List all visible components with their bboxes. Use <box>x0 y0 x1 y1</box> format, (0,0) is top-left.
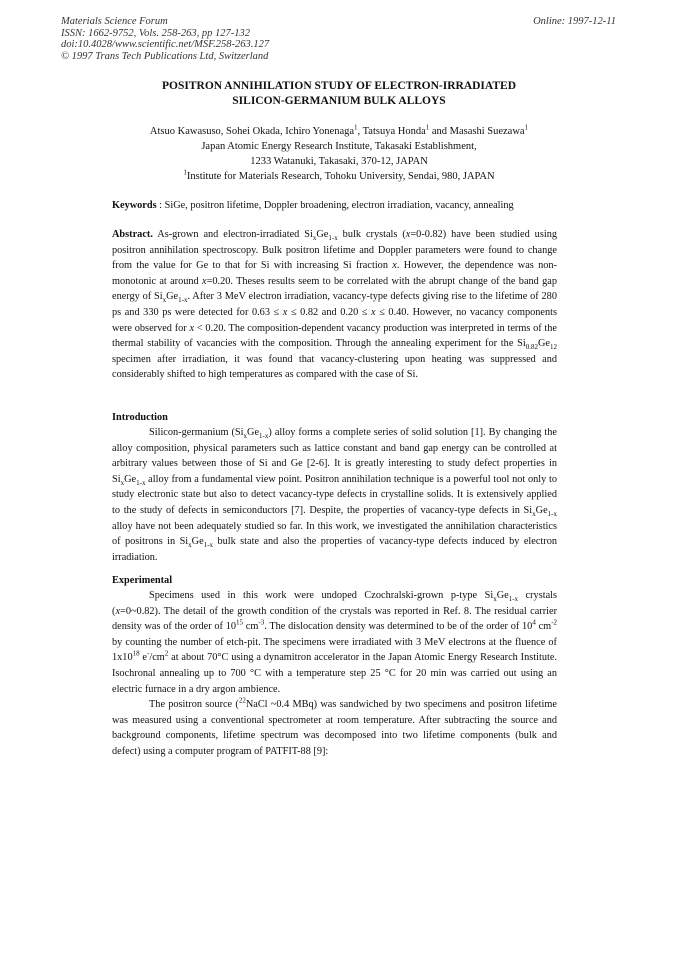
doi-line: doi:10.4028/www.scientific.net/MSF.258-263.127 <box>61 39 270 50</box>
author-block <box>0 124 678 184</box>
keywords-label: Keywords <box>112 200 157 211</box>
keywords <box>112 198 557 214</box>
issn-line: ISSN: 1662-9752, Vols. 258-263, pp 127-132 <box>61 27 250 39</box>
experimental-paragraph-1: Specimens used in this work were undoped Czochralski-grown p-type $Si_xGe_{1-x}$ crystals (x=0~0.82). The detail of the growth condition of the crystals was reported in Ref. 8. The residual carrier density was of the order of $10^{15}$ $cm^{-3}$. The dislocation density was determined to be of the order of $10^4$ $cm^{-2}$ by counting the number of etch-pit. The specimens were irradiated with 3 MeV electrons at the fluence of $1x10^{18}$ $e^-/cm^2$ at about 70°C using a dynamitron accelerator in the Japan Atomic Energy Research Institute. Isochronal annealing up to 700 °C with a temperature step 25 °C for 20 min was carried out using an electric furnace in a dry argon ambience. <box>112 590 558 695</box>
affiliation-1-line-2: 1233 Watanuki, Takasaki, 370-12, JAPAN <box>250 156 428 167</box>
abstract-paragraph: Abstract. As-grown and electron-irradiated $Si_xGe_{1-x}$ bulk crystals (x=0-0.82) have been studied using positron annihilation spectroscopy. Bulk positron lifetime and Doppler parameters were found to change from the value for Ge to that for Si with increasing Si fraction x. However, the dependence was non-monotonic at around x=0.20. Theses results seem to be correlated with the abrupt change of the band gap energy of $Si_xGe_{1-x}$. After 3 MeV electron irradiation, vacancy-type defects giving rise to the lifetime of 280 ps and 330 ps were detected for 0.63 ≤ x ≤ 0.82 and 0.20 ≤ x ≤ 0.40. However, no vacancy components were observed for x < 0.20. The composition-dependent vacancy production was interpreted in terms of the thermal stability of vacancies with the composition. Through the annealing experiment for the $Si_{0.82}Ge_{12}$ specimen after irradiation, it was found that vacancy-clustering upon heating was suppressed and considerably shifted to high temperatures as compared with the case of Si. <box>112 229 558 381</box>
introduction-heading: Introduction <box>112 412 168 423</box>
copyright-line: © 1997 Trans Tech Publications Ltd, Switzerland <box>61 50 269 62</box>
keywords-text: : SiGe, positron lifetime, Doppler broadening, electron irradiation, vacancy, annealing <box>156 200 514 211</box>
author-names: Atsuo Kawasuso, Sohei Okada, Ichiro Yonenaga$^1$, Tatsuya Honda$^1$ and Masashi Suezawa$^1$ <box>149 123 529 137</box>
experimental-heading: Experimental <box>112 575 173 586</box>
introduction <box>112 425 557 565</box>
title-line-2: SILICON-GERMANIUM BULK ALLOYS <box>232 95 446 107</box>
introduction-paragraph: Silicon-germanium $(Si_xGe_{1-x})$ alloy forms a complete series of solid solution [1]. By changing the alloy composition, physical parameters such as lattice constant and band gap energy can be controlled at arbitrary values between those of Si and Ge [2-6]. It is greatly interesting to study defect properties in $Si_xGe_{1-x}$ alloy from a fundamental view point. Positron annihilation technique is a powerful tool not only to study electronic state but also to detect vacancy-type defects in crystalline solids. It is extensively applied to the study of defects in semiconductors [7]. Despite, the properties of vacancy-type defects in $Si_xGe_{1-x}$ alloy have not been adequately studied so far. In this work, we investigated the annihilation characteristics of positrons in $Si_xGe_{1-x}$ bulk state and also the properties of vacancy-type defects induced by electron irradiation. <box>112 427 558 563</box>
abstract-label: Abstract. <box>112 229 153 240</box>
online-date: Online: 1997-12-11 <box>533 16 616 27</box>
experimental <box>112 588 557 760</box>
paper-title <box>0 79 678 109</box>
title-line-1: POSITRON ANNIHILATION STUDY OF ELECTRON-IRRADIATED <box>162 80 516 92</box>
journal-header <box>61 16 269 62</box>
experimental-paragraph-2: The positron source ($^{22}$NaCl ~0.4 MBq) was sandwiched by two specimens and positron lifetime was measured using a conventional spectrometer at room temperature. After subtracting the source and background components, lifetime spectrum was decomposed into two lifetime components (bulk and defect) using a computer program of PATFIT-88 [9]: <box>112 696 557 757</box>
journal-name: Materials Science Forum <box>61 16 168 27</box>
affiliation-2: $^1$Institute for Materials Research, Tohoku University, Sendai, 980, JAPAN <box>183 168 495 182</box>
abstract <box>112 227 557 383</box>
affiliation-1-line-1: Japan Atomic Energy Research Institute, Takasaki Establishment, <box>201 141 477 152</box>
